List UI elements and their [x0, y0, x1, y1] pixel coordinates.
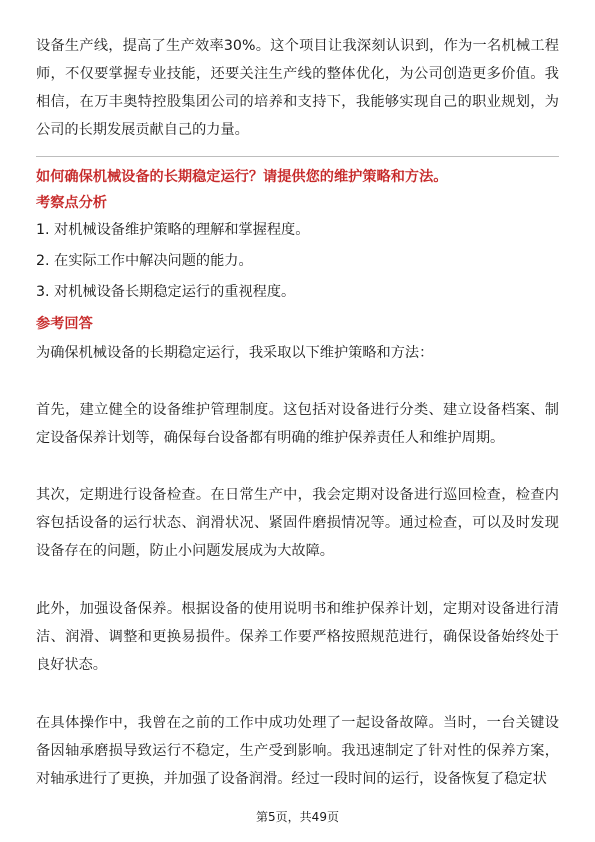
answer-paragraph: 为确保机械设备的长期稳定运行，我采取以下维护策略和方法： — [36, 345, 434, 361]
analysis-item: 3. 对机械设备长期稳定运行的重视程度。 — [36, 284, 296, 300]
answer-paragraph: 此外，加强设备保养。根据设备的使用说明书和维护保养计划，定期对设备进行清洁、润滑、调整和更换易损件。保养工作要严格按照规范进行，确保设备始终处于良好状态。 — [36, 601, 559, 673]
question-heading: 如何确保机械设备的长期稳定运行？请提供您的维护策略和方法。 — [36, 169, 448, 185]
analysis-item: 2. 在实际工作中解决问题的能力。 — [36, 253, 253, 269]
answer-paragraph: 首先，建立健全的设备维护管理制度。这包括对设备进行分类、建立设备档案、制定设备保养计划等，确保每台设备都有明确的维护保养责任人和维护周期。 — [36, 402, 559, 446]
section-divider — [36, 156, 559, 157]
page-number: 第5页，共49页 — [256, 810, 339, 824]
answer-paragraph: 其次，定期进行设备检查。在日常生产中，我会定期对设备进行巡回检查，检查内容包括设备的运行状态、润滑状况、紧固件磨损情况等。通过检查，可以及时发现设备存在的问题，防止小问题发展成为大故障。 — [36, 487, 559, 559]
analysis-item: 1. 对机械设备维护策略的理解和掌握程度。 — [36, 222, 310, 238]
analysis-label: 考察点分析 — [36, 195, 107, 211]
answer-label: 参考回答 — [36, 316, 93, 332]
intro-paragraph: 设备生产线，提高了生产效率30%。这个项目让我深刻认识到，作为一名机械工程师，不仅要掌握专业技能，还要关注生产线的整体优化，为公司创造更多价值。我相信，在万丰奥特控股集团公司的培养和支持下，我能够实现自己的职业规划，为公司的长期发展贡献自己的力量。 — [36, 38, 559, 138]
answer-paragraph: 在具体操作中，我曾在之前的工作中成功处理了一起设备故障。当时，一台关键设备因轴承磨损导致运行不稳定，生产受到影响。我迅速制定了针对性的保养方案，对轴承进行了更换，并加强了设备润滑。经过一段时间的运行，设备恢复了稳定状 — [36, 715, 559, 787]
